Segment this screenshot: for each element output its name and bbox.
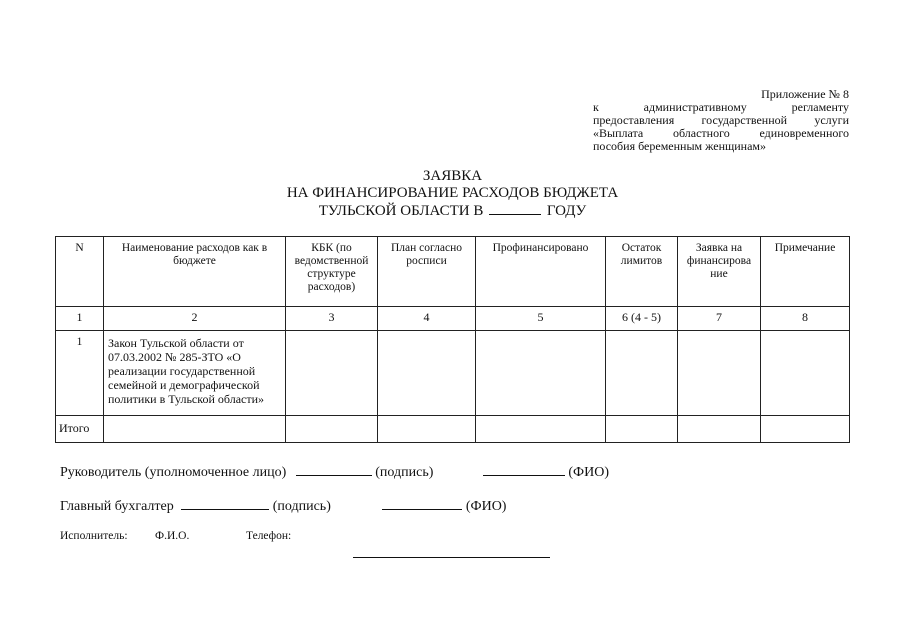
column-number: 1 — [56, 307, 104, 331]
header-cell: КБК (по ведомственной структуре расходов) — [286, 237, 378, 307]
total-row — [56, 416, 850, 443]
appendix-line-2: к административному регламенту — [593, 100, 849, 114]
title-line-1: ЗАЯВКА — [422, 168, 483, 184]
header-cell: Примечание — [761, 237, 850, 307]
column-number: 5 — [476, 307, 606, 331]
remainder-cell[interactable] — [606, 331, 678, 416]
column-number: 6 (4 - 5) — [606, 307, 678, 331]
accountant-label: Главный бухгалтер — [60, 499, 174, 514]
accountant-name-blank[interactable] — [382, 497, 462, 510]
executor-blank-line[interactable] — [353, 557, 550, 558]
total-cell[interactable] — [286, 416, 378, 443]
appendix-number: Приложение № 8 — [761, 87, 849, 101]
title-line-2: НА ФИНАНСИРОВАНИЕ РАСХОДОВ БЮДЖЕТА — [286, 185, 619, 201]
accountant-signature-blank[interactable] — [181, 497, 269, 510]
total-cell[interactable] — [606, 416, 678, 443]
head-signature-blank[interactable] — [296, 463, 372, 476]
accountant-sign-label: (подпись) — [272, 499, 331, 514]
title-line-3-suffix: ГОДУ — [546, 203, 587, 219]
column-number: 8 — [761, 307, 850, 331]
header-cell: Наименование расходов как в бюджете — [104, 237, 286, 307]
phone-label: Телефон: — [246, 530, 292, 542]
accountant-name-label: (ФИО) — [465, 499, 507, 514]
header-cell: Остаток лимитов — [606, 237, 678, 307]
column-number: 3 — [286, 307, 378, 331]
appendix-line-3: предоставления государственной услуги — [593, 113, 849, 127]
header-cell: N — [56, 237, 104, 307]
header-cell: Заявка на финансирова ние — [678, 237, 761, 307]
request-cell[interactable] — [678, 331, 761, 416]
appendix-line-5: пособия беременным женщинам» — [593, 139, 766, 153]
table-header-row — [56, 237, 850, 307]
head-sign-label: (подпись) — [375, 465, 434, 480]
column-number: 7 — [678, 307, 761, 331]
row-number: 1 — [56, 331, 104, 416]
head-name-blank[interactable] — [483, 463, 565, 476]
total-cell[interactable] — [476, 416, 606, 443]
note-cell[interactable] — [761, 331, 850, 416]
head-name-label: (ФИО) — [568, 465, 609, 480]
total-cell[interactable] — [378, 416, 476, 443]
header-cell: План согласно росписи — [378, 237, 476, 307]
header-cell: Профинансировано — [476, 237, 606, 307]
column-number-row — [56, 307, 850, 331]
head-signature-line — [60, 463, 609, 481]
total-cell[interactable] — [761, 416, 850, 443]
plan-cell[interactable] — [378, 331, 476, 416]
table-row — [56, 331, 850, 416]
year-blank[interactable] — [489, 202, 541, 215]
kbk-cell[interactable] — [286, 331, 378, 416]
executor-label: Исполнитель: — [60, 530, 128, 542]
expense-name: Закон Тульской области от 07.03.2002 № 285-ЗТО «О реализации государственной семейной и демографической политики в Тульской области» — [104, 331, 286, 416]
financed-cell[interactable] — [476, 331, 606, 416]
document-title — [0, 168, 905, 220]
total-cell[interactable] — [678, 416, 761, 443]
request-table — [55, 236, 850, 443]
appendix-block — [593, 88, 849, 153]
accountant-signature-line — [60, 497, 506, 515]
title-line-3-prefix: ТУЛЬСКОЙ ОБЛАСТИ В — [318, 203, 484, 219]
total-label: Итого — [56, 416, 104, 443]
column-number: 4 — [378, 307, 476, 331]
total-cell[interactable] — [104, 416, 286, 443]
appendix-line-4: «Выплата областного единовременного — [593, 126, 849, 140]
column-number: 2 — [104, 307, 286, 331]
executor-fio: Ф.И.О. — [155, 530, 190, 542]
head-label: Руководитель (уполномоченное лицо) — [60, 465, 287, 480]
title-line-3 — [0, 202, 905, 220]
